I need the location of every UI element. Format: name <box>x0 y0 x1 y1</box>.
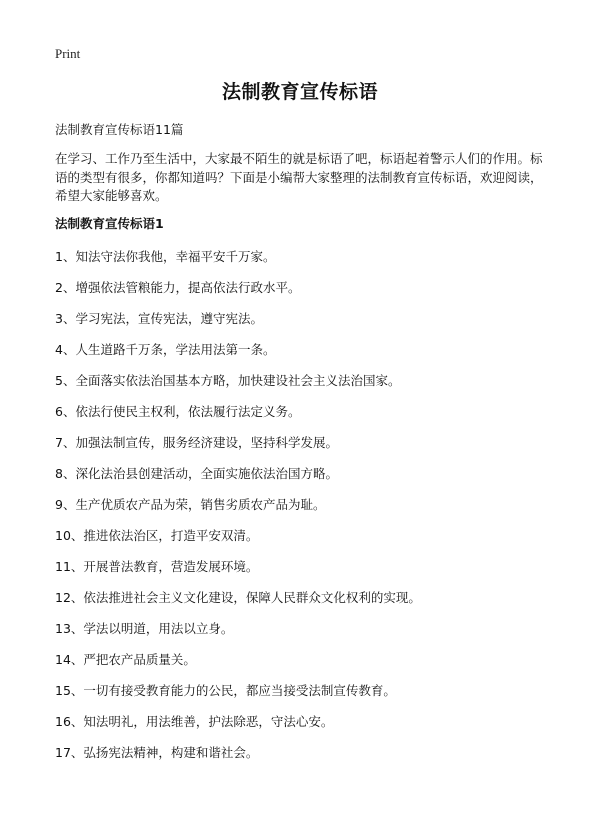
slogan-item: 10、推进依法治区，打造平安双清。 <box>55 528 259 543</box>
slogan-item: 5、全面落实依法治国基本方略，加快建设社会主义法治国家。 <box>55 373 401 388</box>
slogan-item: 1、知法守法你我他，幸福平安千万家。 <box>55 249 276 264</box>
slogan-item: 11、开展普法教育，营造发展环境。 <box>55 559 259 574</box>
slogan-item: 16、知法明礼，用法维善，护法除恶，守法心安。 <box>55 714 334 729</box>
slogan-item: 12、依法推进社会主义文化建设，保障人民群众文化权利的实现。 <box>55 590 421 605</box>
slogan-item: 7、加强法制宣传，服务经济建设，坚持科学发展。 <box>55 435 338 450</box>
section-heading: 法制教育宣传标语1 <box>55 216 164 231</box>
slogan-item: 8、深化法治县创建活动，全面实施依法治国方略。 <box>55 466 338 481</box>
slogan-item: 14、严把农产品质量关。 <box>55 652 196 667</box>
document-subtitle: 法制教育宣传标语11篇 <box>55 122 184 137</box>
slogan-item: 17、弘扬宪法精神，构建和谐社会。 <box>55 745 259 760</box>
slogan-item: 15、一切有接受教育能力的公民，都应当接受法制宣传教育。 <box>55 683 396 698</box>
slogan-list <box>55 248 421 775</box>
slogan-item: 9、生产优质农产品为荣，销售劣质农产品为耻。 <box>55 497 326 512</box>
slogan-item: 13、学法以明道，用法以立身。 <box>55 621 234 636</box>
slogan-item: 3、学习宪法，宣传宪法，遵守宪法。 <box>55 311 263 326</box>
print-link[interactable]: Print <box>55 46 81 61</box>
intro-paragraph: 在学习、工作乃至生活中，大家最不陌生的就是标语了吧，标语起着警示人们的作用。标语的类型有很多，你都知道吗？下面是小编帮大家整理的法制教育宣传标语，欢迎阅读，希望大家能够喜欢。 <box>55 151 543 203</box>
slogan-item: 2、增强依法管粮能力，提高依法行政水平。 <box>55 280 301 295</box>
slogan-item: 6、依法行使民主权利，依法履行法定义务。 <box>55 404 301 419</box>
slogan-item: 4、人生道路千万条，学法用法第一条。 <box>55 342 276 357</box>
page-title: 法制教育宣传标语 <box>221 81 378 103</box>
